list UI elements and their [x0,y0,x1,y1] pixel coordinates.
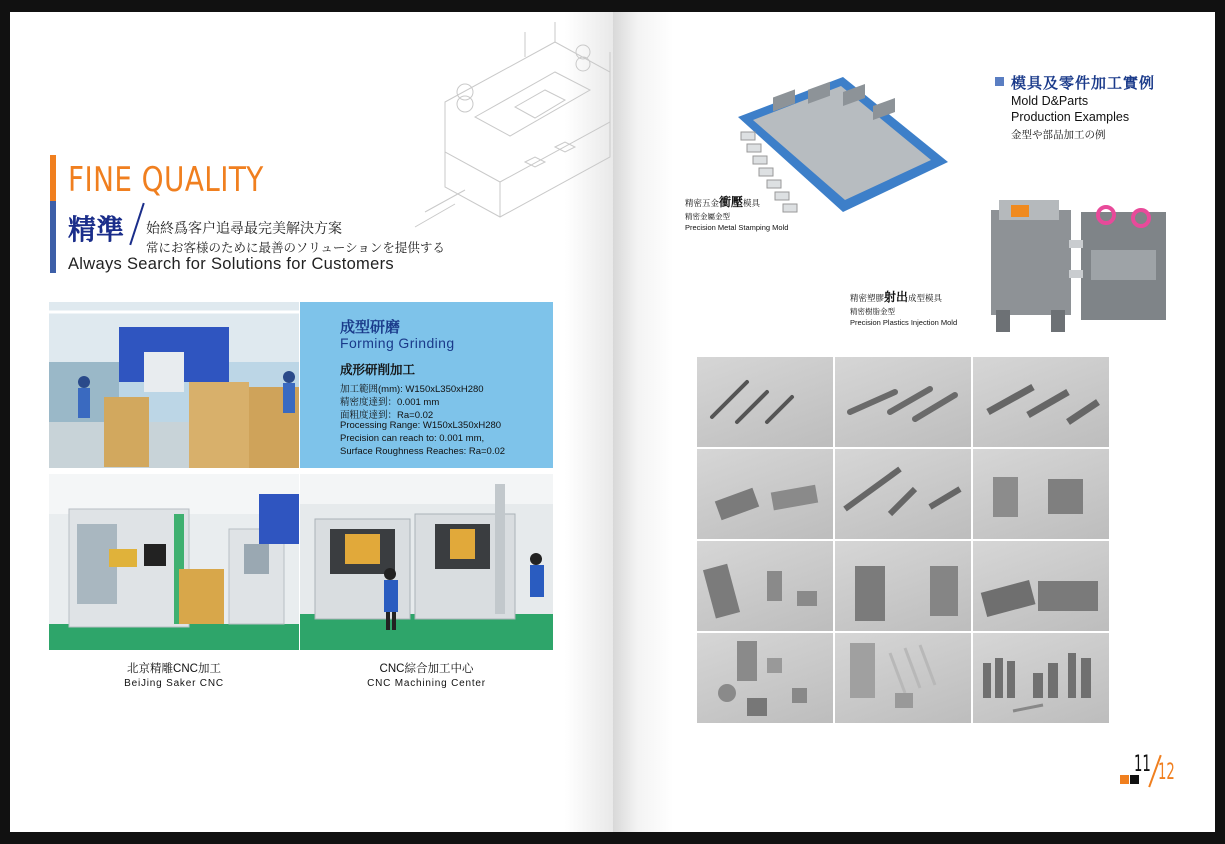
label-en: Precision Metal Stamping Mold [685,223,789,232]
blue-accent-bar [50,201,56,273]
orange-accent-bar [50,155,56,201]
label-post: 模具 [743,198,761,208]
parts-photo-blocks [973,449,1109,539]
grinding-title-en: Forming Grinding [340,335,455,351]
parts-photo-electrodes [835,633,971,723]
caption-en: BeiJing Saker CNC [124,678,224,689]
parts-photo-cores [697,633,833,723]
parts-photo-cavities [835,541,971,631]
parts-photo-combs [973,541,1109,631]
page-number-right: 12 [1158,760,1175,785]
parts-photo-slides [835,449,971,539]
label-big: 射出 [884,290,909,304]
spec-line: Surface Roughness Reaches: Ra=0.02 [340,446,506,457]
caption-cn: 北京精雕CNC加工 [127,663,221,675]
heading-slash [129,203,144,245]
label-post: 成型模具 [908,293,943,303]
grinding-title-cn: 成型研磨 [340,319,401,336]
spec-line: 精密度達到：0.001 mm [340,397,440,408]
examples-title-cn: 模具及零件加工實例 [1011,75,1156,92]
stamping-mold-label [685,193,788,232]
caption-cnc-center [300,660,553,689]
label-en: Precision Plastics Injection Mold [850,318,958,327]
precision-heading: 精準 [68,214,125,245]
spec-line: 面粗度達到：Ra=0.02 [340,410,434,421]
saker-cnc-photo [49,474,299,650]
label-pre: 精密五金 [685,198,720,208]
subtitle-english: Always Search for Solutions for Customers [68,255,394,273]
parts-photo-inserts [697,541,833,631]
parts-photo-plates [697,449,833,539]
cnc-machining-center-photo [300,474,553,650]
parts-photo-set [973,633,1109,723]
parts-photo-grid [697,357,1109,725]
examples-title-en2: Production Examples [1011,110,1130,124]
injection-mold-label [850,288,957,327]
title-square-icon [995,77,1004,86]
subtitle-japanese: 常にお客様のために最善のソリューションを提供する [146,241,445,255]
label-jp: 精密樹脂金型 [850,307,895,316]
page-square-orange [1120,775,1129,784]
label-pre: 精密塑膠 [850,293,885,303]
spec-line: 加工範囲(mm): W150xL350xH280 [340,384,484,395]
grinding-workshop-photo [49,302,299,468]
examples-title-en1: Mold D&Parts [1011,94,1089,108]
page-number-left: 11 [1134,752,1151,777]
examples-title-jp: 金型や部品加工の例 [1011,129,1106,141]
fine-quality-heading: FINE QUALITY [68,160,264,200]
spec-line: Precision can reach to: 0.001 mm, [340,433,485,444]
right-page [613,12,1215,832]
caption-cn: CNC綜合加工中心 [379,663,474,675]
caption-en: CNC Machining Center [367,678,486,689]
forming-grinding-panel [300,302,553,468]
left-page [10,12,613,832]
label-jp: 精密金屬金型 [685,212,730,221]
mold-line-drawing [405,12,613,242]
subtitle-chinese: 始終爲客户追尋最完美解決方案 [146,220,342,236]
grinding-subtitle: 成形研削加工 [340,363,416,377]
parts-photo-pins [697,357,833,447]
label-big: 衝壓 [719,195,744,209]
parts-photo-punches [835,357,971,447]
injection-mold-image [991,200,1166,332]
parts-photo-blades [973,357,1109,447]
spec-line: Processing Range: W150xL350xH280 [340,420,502,431]
caption-saker-cnc [49,660,299,689]
